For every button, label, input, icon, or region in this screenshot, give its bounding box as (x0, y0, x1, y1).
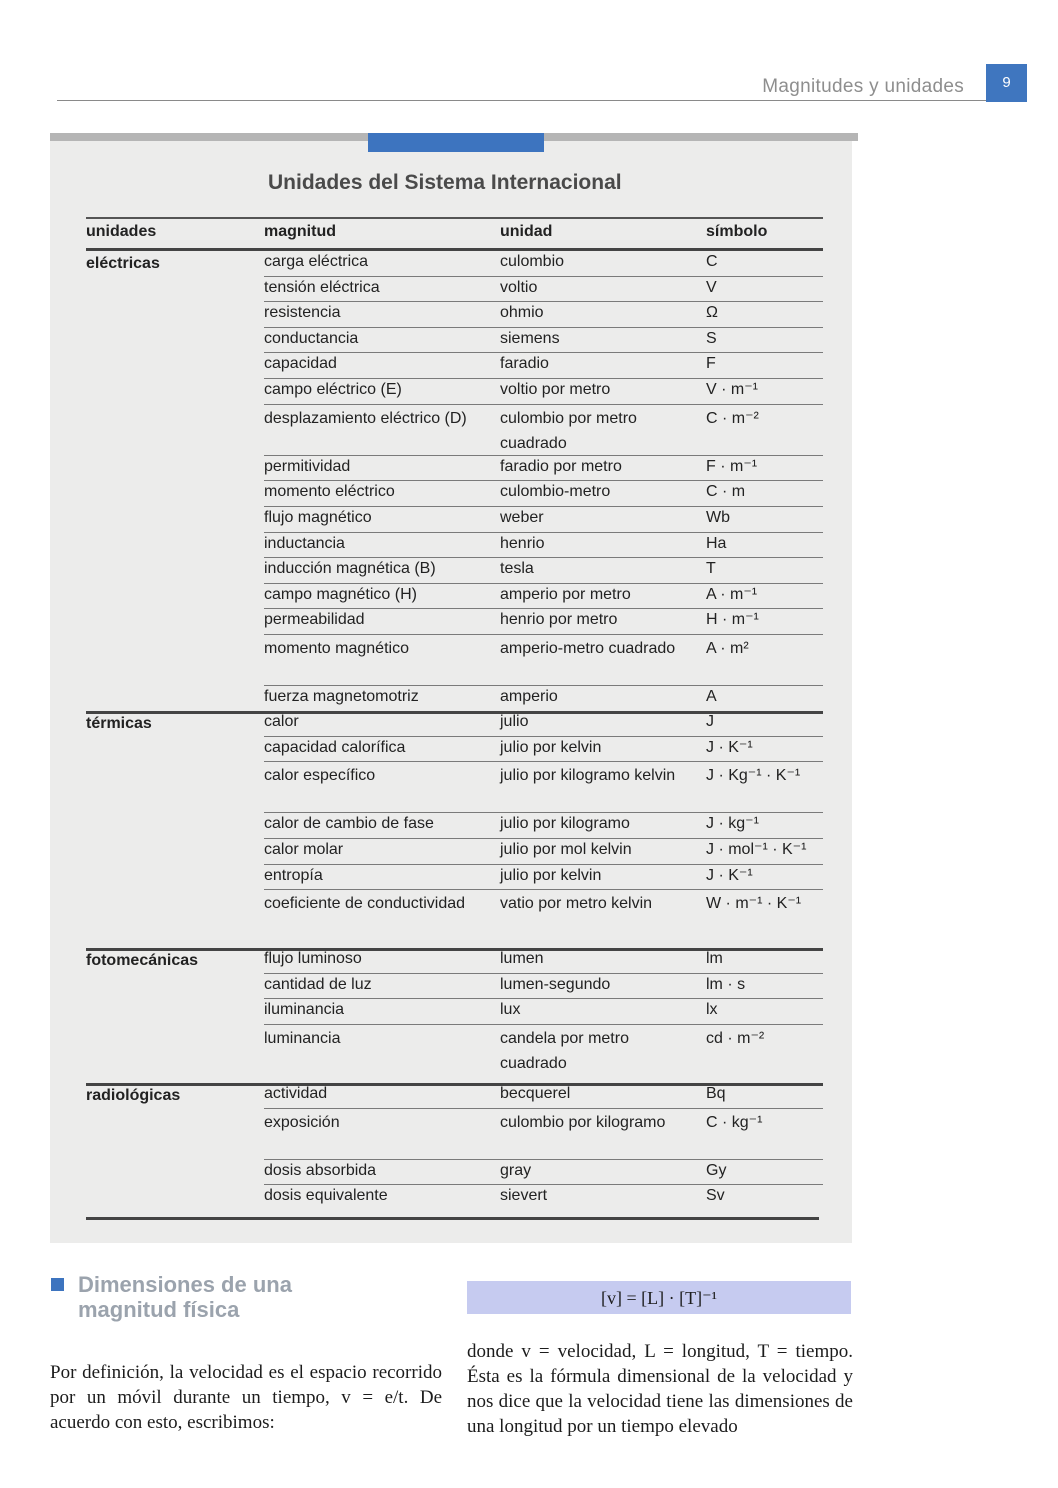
table-row (264, 1185, 823, 1211)
table-row (264, 277, 823, 303)
cell-magnitud: momento eléctrico (264, 483, 395, 501)
cell-unidad: ohmio (500, 304, 544, 322)
table-row (264, 839, 823, 865)
cell-magnitud: conductancia (264, 329, 359, 347)
cell-magnitud: resistencia (264, 304, 341, 322)
cell-magnitud: tensión eléctrica (264, 278, 380, 296)
cell-unidad: lux (500, 1001, 521, 1019)
page-number-badge: 9 (986, 64, 1027, 102)
cell-simbolo: J · kg⁻¹ (706, 815, 759, 833)
cell-unidad: julio por mol kelvin (500, 841, 632, 858)
cell-unidad: weber (500, 509, 544, 526)
cell-unidad: culombio (500, 253, 565, 270)
cell-simbolo: V · m⁻¹ (706, 381, 758, 398)
table-row (264, 481, 823, 507)
table-row (264, 609, 823, 635)
cell-simbolo: lx (706, 1001, 718, 1019)
cell-simbolo: Ha (706, 534, 727, 552)
table-row (264, 999, 823, 1025)
cell-simbolo: V (706, 278, 717, 296)
cell-magnitud: iluminancia (264, 1001, 345, 1019)
group-label: eléctricas (86, 255, 160, 272)
table-row (264, 1025, 823, 1076)
cell-simbolo: C (706, 253, 718, 270)
cell-simbolo: A (706, 688, 717, 706)
cell-unidad: julio por kelvin (500, 738, 602, 756)
left-paragraph: Por definición, la velocidad es el espacio recorrido por un móvil durante un tiempo, v = e/t. De acuerdo con esto, escribimos: (50, 1362, 442, 1433)
group-label: fotomecánicas (86, 952, 199, 969)
table-row (264, 584, 823, 610)
panel-accent-tab (368, 133, 544, 152)
table-row (264, 948, 823, 974)
cell-unidad: amperio-metro cuadrado (500, 640, 676, 657)
table-row (264, 507, 823, 533)
table-row (264, 353, 823, 379)
cell-magnitud: flujo luminoso (264, 950, 362, 967)
col-header-magnitud: magnitud (264, 223, 336, 240)
table-row (264, 1160, 823, 1186)
table-row (264, 251, 823, 277)
table-row (264, 686, 823, 712)
cell-simbolo: J · K⁻¹ (706, 738, 753, 756)
cell-unidad: gray (500, 1161, 532, 1179)
cell-simbolo: S (706, 329, 717, 347)
cell-unidad: amperio por metro (500, 585, 631, 603)
cell-simbolo: J · Kg⁻¹ · K⁻¹ (706, 767, 801, 785)
cell-unidad: voltio por metro (500, 381, 611, 398)
cell-simbolo: Gy (706, 1161, 727, 1179)
cell-unidad: culombio por kilogramo (500, 1113, 666, 1131)
col-header-simbolo: símbolo (706, 223, 768, 240)
cell-simbolo: T (706, 560, 716, 578)
table-header (86, 219, 823, 249)
cell-magnitud: calor molar (264, 841, 344, 858)
formula: [v] = [L] · [T]⁻¹ (601, 1288, 717, 1308)
cell-unidad: julio por kilogramo kelvin (500, 767, 676, 785)
cell-magnitud: dosis absorbida (264, 1161, 377, 1179)
col-header-unidad: unidad (500, 223, 553, 240)
cell-magnitud: flujo magnético (264, 509, 372, 526)
table-row (264, 558, 823, 584)
cell-simbolo: lm · s (706, 975, 746, 993)
cell-magnitud: calor (264, 713, 299, 730)
cell-magnitud: coeficiente de conductividad (264, 895, 466, 913)
cell-magnitud: desplazamiento eléctrico (D) (264, 409, 467, 427)
cell-unidad: becquerel (500, 1085, 571, 1102)
table-row (264, 456, 823, 482)
formula-box (467, 1281, 851, 1314)
cell-magnitud: luminancia (264, 1029, 341, 1047)
group-label: térmicas (86, 715, 152, 732)
table-row (264, 1109, 823, 1160)
table-row (264, 635, 823, 686)
table-row (264, 379, 823, 405)
cell-magnitud: permeabilidad (264, 611, 365, 629)
table-row (264, 974, 823, 1000)
cell-magnitud: fuerza magnetomotriz (264, 688, 419, 706)
cell-simbolo: H · m⁻¹ (706, 611, 759, 629)
cell-unidad: henrio por metro (500, 611, 618, 629)
cell-unidad: sievert (500, 1187, 548, 1205)
cell-magnitud: capacidad calorífica (264, 738, 406, 756)
cell-magnitud: calor específico (264, 767, 376, 785)
table-row (264, 302, 823, 328)
running-header: Magnitudes y unidades (762, 76, 964, 97)
cell-magnitud: campo magnético (H) (264, 585, 417, 603)
cell-magnitud: actividad (264, 1085, 328, 1102)
cell-unidad: faradio por metro (500, 457, 622, 475)
si-units-panel (50, 133, 852, 1243)
table-row (264, 813, 823, 839)
cell-simbolo: C · kg⁻¹ (706, 1113, 763, 1131)
header-rule (57, 100, 1027, 101)
right-paragraph: donde v = velocidad, L = longitud, T = tiempo. Ésta es la fórmula dimensional de la velocidad y nos dice que la velocidad tiene las dimensiones de una longitud por un tiempo elevado (467, 1341, 853, 1437)
table-row (264, 890, 823, 941)
cell-simbolo: C · m (706, 483, 746, 501)
table-title: Unidades del Sistema Internacional (268, 171, 622, 194)
cell-simbolo: Sv (706, 1187, 725, 1205)
cell-magnitud: calor de cambio de fase (264, 815, 434, 833)
cell-simbolo: Bq (706, 1085, 726, 1102)
cell-magnitud: inducción magnética (B) (264, 560, 436, 578)
cell-simbolo: F (706, 355, 716, 373)
table-bottom-rule (86, 1217, 819, 1220)
cell-simbolo: cd · m⁻² (706, 1029, 765, 1047)
cell-unidad: voltio (500, 278, 538, 296)
cell-unidad: julio por kilogramo (500, 815, 630, 833)
cell-simbolo: J (706, 713, 714, 730)
table-row (264, 737, 823, 763)
table-row (264, 405, 823, 456)
cell-unidad: henrio (500, 534, 545, 552)
cell-unidad: candela por metro cuadrado (500, 1029, 629, 1072)
cell-unidad: amperio (500, 688, 558, 706)
cell-magnitud: capacidad (264, 355, 337, 373)
cell-simbolo: W · m⁻¹ · K⁻¹ (706, 895, 802, 913)
cell-simbolo: C · m⁻² (706, 409, 759, 427)
group-label: radiológicas (86, 1087, 181, 1104)
cell-magnitud: carga eléctrica (264, 253, 369, 270)
cell-unidad: siemens (500, 329, 560, 347)
cell-unidad: lumen-segundo (500, 975, 611, 993)
cell-magnitud: campo eléctrico (E) (264, 381, 402, 398)
cell-unidad: julio por kelvin (500, 866, 602, 884)
cell-simbolo: A · m² (706, 640, 749, 657)
cell-simbolo: J · mol⁻¹ · K⁻¹ (706, 841, 807, 858)
table-row (264, 533, 823, 559)
cell-unidad: tesla (500, 560, 534, 578)
cell-unidad: lumen (500, 950, 544, 967)
table-row (264, 328, 823, 354)
cell-unidad: julio (500, 713, 529, 730)
table-row (264, 1083, 823, 1109)
cell-magnitud: entropía (264, 866, 323, 884)
cell-simbolo: Ω (706, 304, 718, 322)
cell-simbolo: lm (706, 950, 723, 967)
section-title: Dimensiones de una magnitud física (78, 1272, 292, 1322)
cell-simbolo: Wb (706, 509, 730, 526)
table-row (264, 711, 823, 737)
cell-simbolo: A · m⁻¹ (706, 585, 758, 603)
cell-magnitud: inductancia (264, 534, 345, 552)
cell-unidad: vatio por metro kelvin (500, 895, 653, 913)
cell-magnitud: permitividad (264, 457, 351, 475)
col-header-unidades: unidades (86, 223, 157, 240)
table-row (264, 865, 823, 891)
cell-unidad: culombio-metro (500, 483, 611, 501)
cell-magnitud: momento magnético (264, 640, 409, 657)
cell-unidad: culombio por metro cuadrado (500, 409, 637, 452)
cell-magnitud: exposición (264, 1113, 340, 1131)
cell-simbolo: J · K⁻¹ (706, 866, 753, 884)
cell-magnitud: cantidad de luz (264, 975, 372, 993)
table-row (264, 762, 823, 813)
cell-unidad: faradio (500, 355, 549, 373)
cell-simbolo: F · m⁻¹ (706, 457, 758, 475)
section-bullet (51, 1278, 64, 1291)
cell-magnitud: dosis equivalente (264, 1187, 388, 1205)
